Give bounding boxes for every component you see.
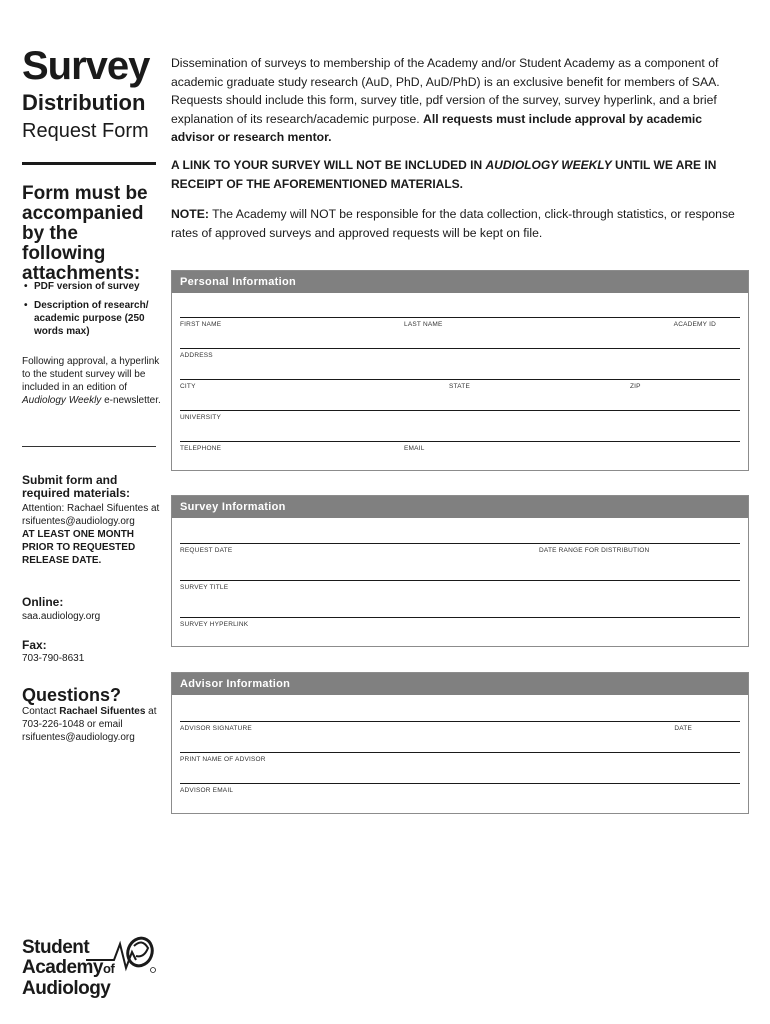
advisor-info-header: Advisor Information	[172, 673, 748, 695]
logo-audiology: Audiology	[22, 978, 111, 999]
advisor-email-label: ADVISOR EMAIL	[180, 787, 234, 794]
advisor-email-line	[180, 783, 740, 784]
personal-info-section	[171, 270, 749, 471]
attachment-item: • Description of research/ academic purpose (250 words max)	[22, 299, 162, 338]
link-notice-before: A LINK TO YOUR SURVEY WILL NOT BE INCLUDED IN	[171, 158, 486, 172]
submit-attention: Attention: Rachael Sifuentes at rsifuentes@audiology.org	[22, 503, 160, 527]
advisor-signature-line	[180, 721, 740, 722]
survey-title-label: SURVEY TITLE	[180, 584, 229, 591]
title-distribution: Distribution	[22, 90, 146, 115]
intro-text: Dissemination of surveys to membership of the Academy and/or Student Academy as a component of academic graduate study research (AuD, PhD, AuD/PhD) is an exclusive benefit for members of SAA. Requests should include this form, survey title, pdf version of the survey, survey hyperlink, and a brief explanation of its research/academic purpose.	[171, 56, 720, 126]
university-line	[180, 410, 740, 411]
advisor-date-label: DATE	[674, 725, 692, 732]
advisor-signature-label: ADVISOR SIGNATURE	[180, 725, 252, 732]
email-label: EMAIL	[404, 445, 425, 452]
advisor-info-section	[171, 672, 749, 814]
logo-academy: Academy	[22, 957, 103, 978]
attachments-heading: Form must be accompanied by the following attachments:	[22, 183, 148, 284]
note-text: The Academy will NOT be responsible for the data collection, click-through statistics, or response rates of approved surveys and approved requests will be kept on file.	[171, 207, 735, 240]
title-request-form: Request Form	[22, 120, 149, 142]
university-label: UNIVERSITY	[180, 414, 222, 421]
questions-contact	[22, 705, 167, 744]
personal-info-header: Personal Information	[172, 271, 748, 293]
telephone-label: TELEPHONE	[180, 445, 222, 452]
soundwave-logo-icon	[84, 934, 156, 976]
online-value: saa.audiology.org	[22, 611, 101, 622]
approval-text-before: Following approval, a hyperlink to the student survey will be included in an edition of	[22, 356, 160, 393]
intro-paragraph	[171, 54, 745, 147]
attachments-list	[22, 280, 162, 344]
state-label: STATE	[449, 383, 470, 390]
logo-of: of	[103, 961, 115, 976]
print-name-line	[180, 752, 740, 753]
link-notice	[171, 156, 745, 193]
print-name-label: PRINT NAME OF ADVISOR	[180, 756, 266, 763]
questions-suffix: at 703-226-1048 or email rsifuentes@audiology.org	[22, 706, 157, 743]
address-label: ADDRESS	[180, 352, 213, 359]
zip-label: ZIP	[630, 383, 641, 390]
title-survey: Survey	[22, 44, 150, 88]
questions-heading: Questions?	[22, 685, 122, 705]
survey-hyperlink-label: SURVEY HYPERLINK	[180, 621, 249, 628]
link-notice-publication: AUDIOLOGY WEEKLY	[485, 158, 612, 172]
submit-deadline: AT LEAST ONE MONTH PRIOR TO REQUESTED RELEASE DATE.	[22, 529, 136, 566]
address-line	[180, 348, 740, 349]
note-paragraph	[171, 205, 745, 242]
survey-hyperlink-line	[180, 617, 740, 618]
logo-student: Student	[22, 937, 90, 958]
link-notice-after: UNTIL WE ARE IN RECEIPT OF THE AFOREMENTIONED MATERIALS.	[171, 158, 717, 191]
name-line	[180, 317, 740, 318]
approval-publication: Audiology Weekly	[22, 395, 102, 406]
submit-instructions	[22, 502, 167, 567]
survey-title-line	[180, 580, 740, 581]
survey-info-header: Survey Information	[172, 496, 748, 518]
questions-name: Rachael Sifuentes	[59, 706, 146, 717]
first-name-label: FIRST NAME	[180, 321, 222, 328]
approval-note	[22, 355, 162, 407]
request-date-label: REQUEST DATE	[180, 547, 233, 554]
last-name-label: LAST NAME	[404, 321, 443, 328]
request-date-line	[180, 543, 740, 544]
logo-line-audiology	[22, 979, 114, 999]
academy-id-label: ACADEMY ID	[673, 321, 716, 328]
telephone-line	[180, 441, 740, 442]
city-line	[180, 379, 740, 380]
online-heading: Online:	[22, 595, 64, 609]
intro-bold: All requests must include approval by academic advisor or research mentor.	[171, 111, 703, 144]
survey-info-section	[171, 495, 749, 647]
fax-heading: Fax:	[22, 638, 47, 652]
approval-text-after: e-newsletter.	[101, 395, 161, 406]
note-label: NOTE:	[171, 207, 209, 221]
questions-prefix: Contact	[22, 706, 60, 717]
attachment-item: • PDF version of survey	[22, 280, 162, 293]
fax-value: 703-790-8631	[22, 653, 85, 664]
city-label: CITY	[180, 383, 196, 390]
submit-heading: Submit form and required materials:	[22, 473, 131, 500]
title-divider	[22, 162, 156, 165]
date-range-label: DATE RANGE FOR DISTRIBUTION	[539, 547, 650, 554]
sidebar-divider	[22, 446, 156, 447]
